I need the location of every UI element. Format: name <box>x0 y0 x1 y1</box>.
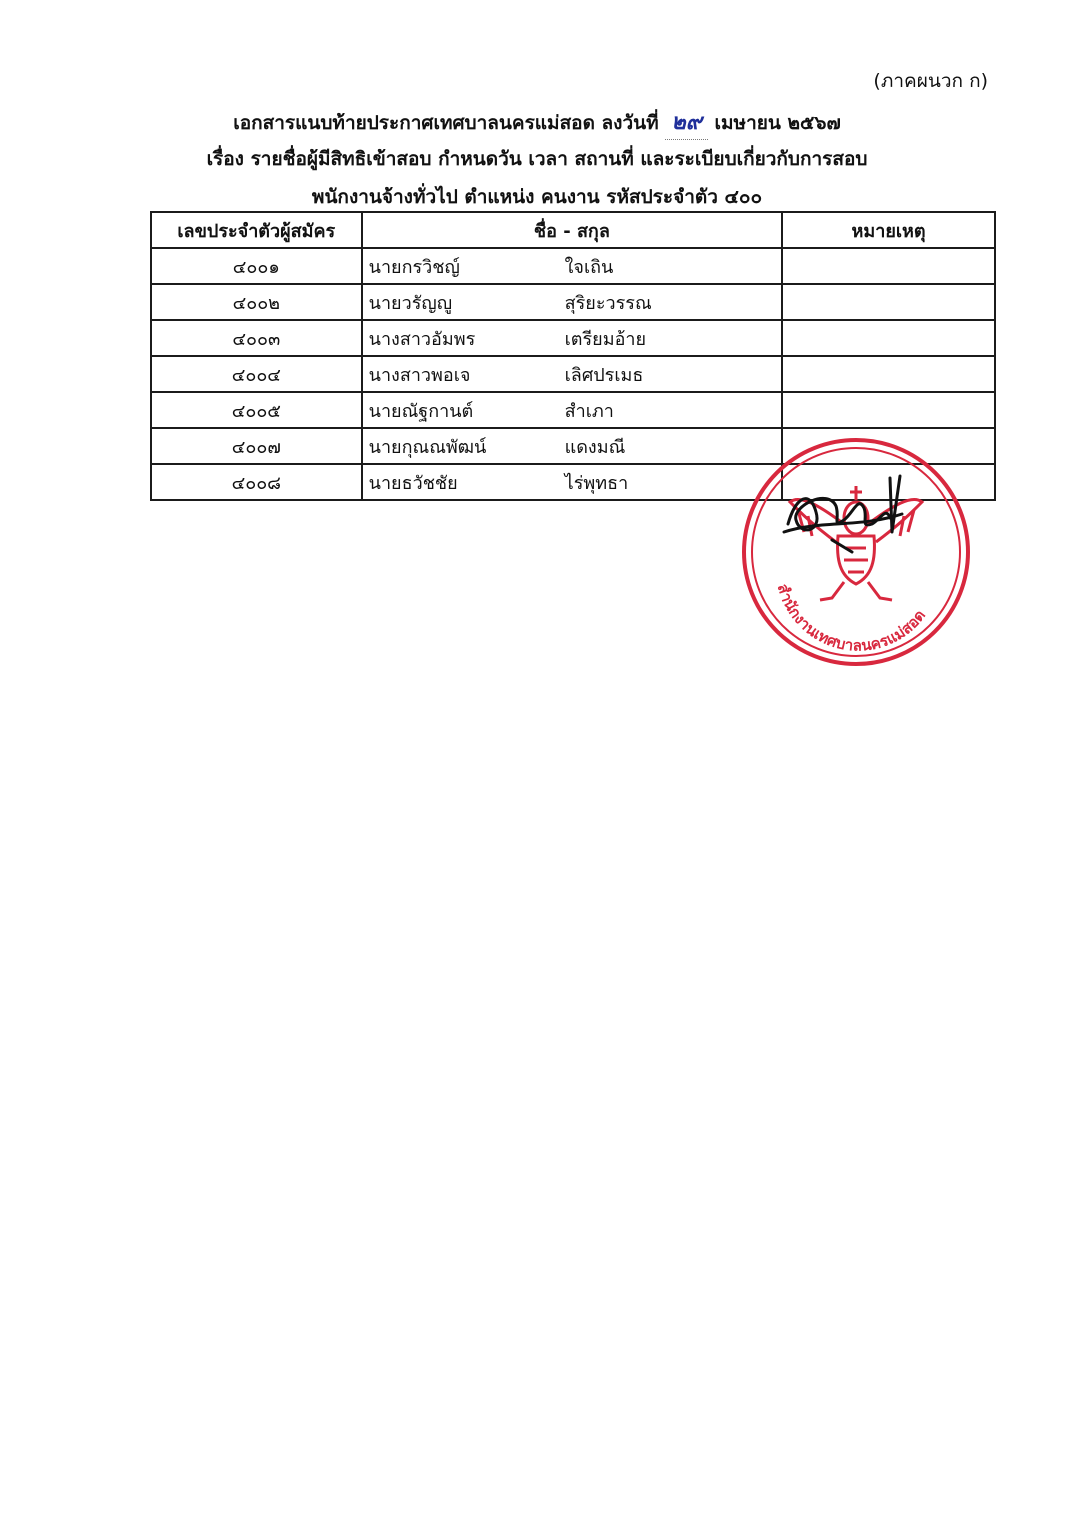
last-name: แดงมณี <box>564 436 626 458</box>
first-name: นางสาวอัมพร <box>368 328 476 350</box>
header-applicant-id: เลขประจำตัวผู้สมัคร <box>151 212 362 248</box>
applicant-name <box>362 428 783 464</box>
last-name: ไร่พุทธา <box>564 472 629 494</box>
table-row <box>151 284 995 320</box>
remarks-cell <box>782 284 995 320</box>
applicant-id: ๔๐๐๘ <box>151 464 362 500</box>
handwritten-day: ๒๙ <box>665 104 708 140</box>
first-name: นายกุณณพัฒน์ <box>368 436 487 458</box>
table-header-row <box>151 212 995 248</box>
table-row <box>151 248 995 284</box>
table-row <box>151 356 995 392</box>
last-name: ใจเถิน <box>564 256 614 278</box>
first-name: นายกรวิชญ์ <box>368 256 460 278</box>
applicant-name <box>362 392 783 428</box>
document-heading-line3: พนักงานจ้างทั่วไป ตำแหน่ง คนงาน รหัสประจำตัว ๔๐๐ <box>311 186 763 208</box>
last-name: สำเภา <box>564 400 614 422</box>
applicant-name <box>362 248 783 284</box>
applicant-id: ๔๐๐๓ <box>151 320 362 356</box>
applicant-name <box>362 320 783 356</box>
applicant-id: ๔๐๐๒ <box>151 284 362 320</box>
appendix-label: (ภาคผนวก ก) <box>873 70 988 92</box>
applicant-name <box>362 284 783 320</box>
heading-line1-suffix: เมษายน ๒๕๖๗ <box>714 112 841 134</box>
applicant-name <box>362 356 783 392</box>
first-name: นายธวัชชัย <box>368 472 458 494</box>
applicant-name <box>362 464 783 500</box>
remarks-cell <box>782 248 995 284</box>
document-heading-line2: เรื่อง รายชื่อผู้มีสิทธิเข้าสอบ กำหนดวัน เวลา สถานที่ และระเบียบเกี่ยวกับการสอบ <box>206 148 868 170</box>
seal-outer-ring <box>744 440 968 664</box>
official-seal-stamp <box>740 436 972 668</box>
applicant-id: ๔๐๐๕ <box>151 392 362 428</box>
remarks-cell <box>782 392 995 428</box>
last-name: สุริยะวรรณ <box>564 292 652 314</box>
seal-inner-ring <box>752 448 960 656</box>
table-row <box>151 320 995 356</box>
document-heading-line1 <box>0 104 1074 140</box>
table-row <box>151 392 995 428</box>
last-name: เตรียมอ้าย <box>564 328 647 350</box>
applicant-id: ๔๐๐๗ <box>151 428 362 464</box>
first-name: นางสาวพอเจ <box>368 364 471 386</box>
seal-text: สำนักงานเทศบาลนครแม่สอด <box>773 581 930 655</box>
first-name: นายวรัญญู <box>368 292 453 314</box>
remarks-cell <box>782 356 995 392</box>
applicant-id: ๔๐๐๔ <box>151 356 362 392</box>
last-name: เลิศปรเมธ <box>564 364 644 386</box>
heading-line1-prefix: เอกสารแนบท้ายประกาศเทศบาลนครแม่สอด ลงวันที่ <box>233 112 659 134</box>
header-remarks: หมายเหตุ <box>782 212 995 248</box>
remarks-cell <box>782 320 995 356</box>
header-full-name: ชื่อ - สกุล <box>362 212 783 248</box>
first-name: นายณัฐกานต์ <box>368 400 474 422</box>
applicant-id: ๔๐๐๑ <box>151 248 362 284</box>
